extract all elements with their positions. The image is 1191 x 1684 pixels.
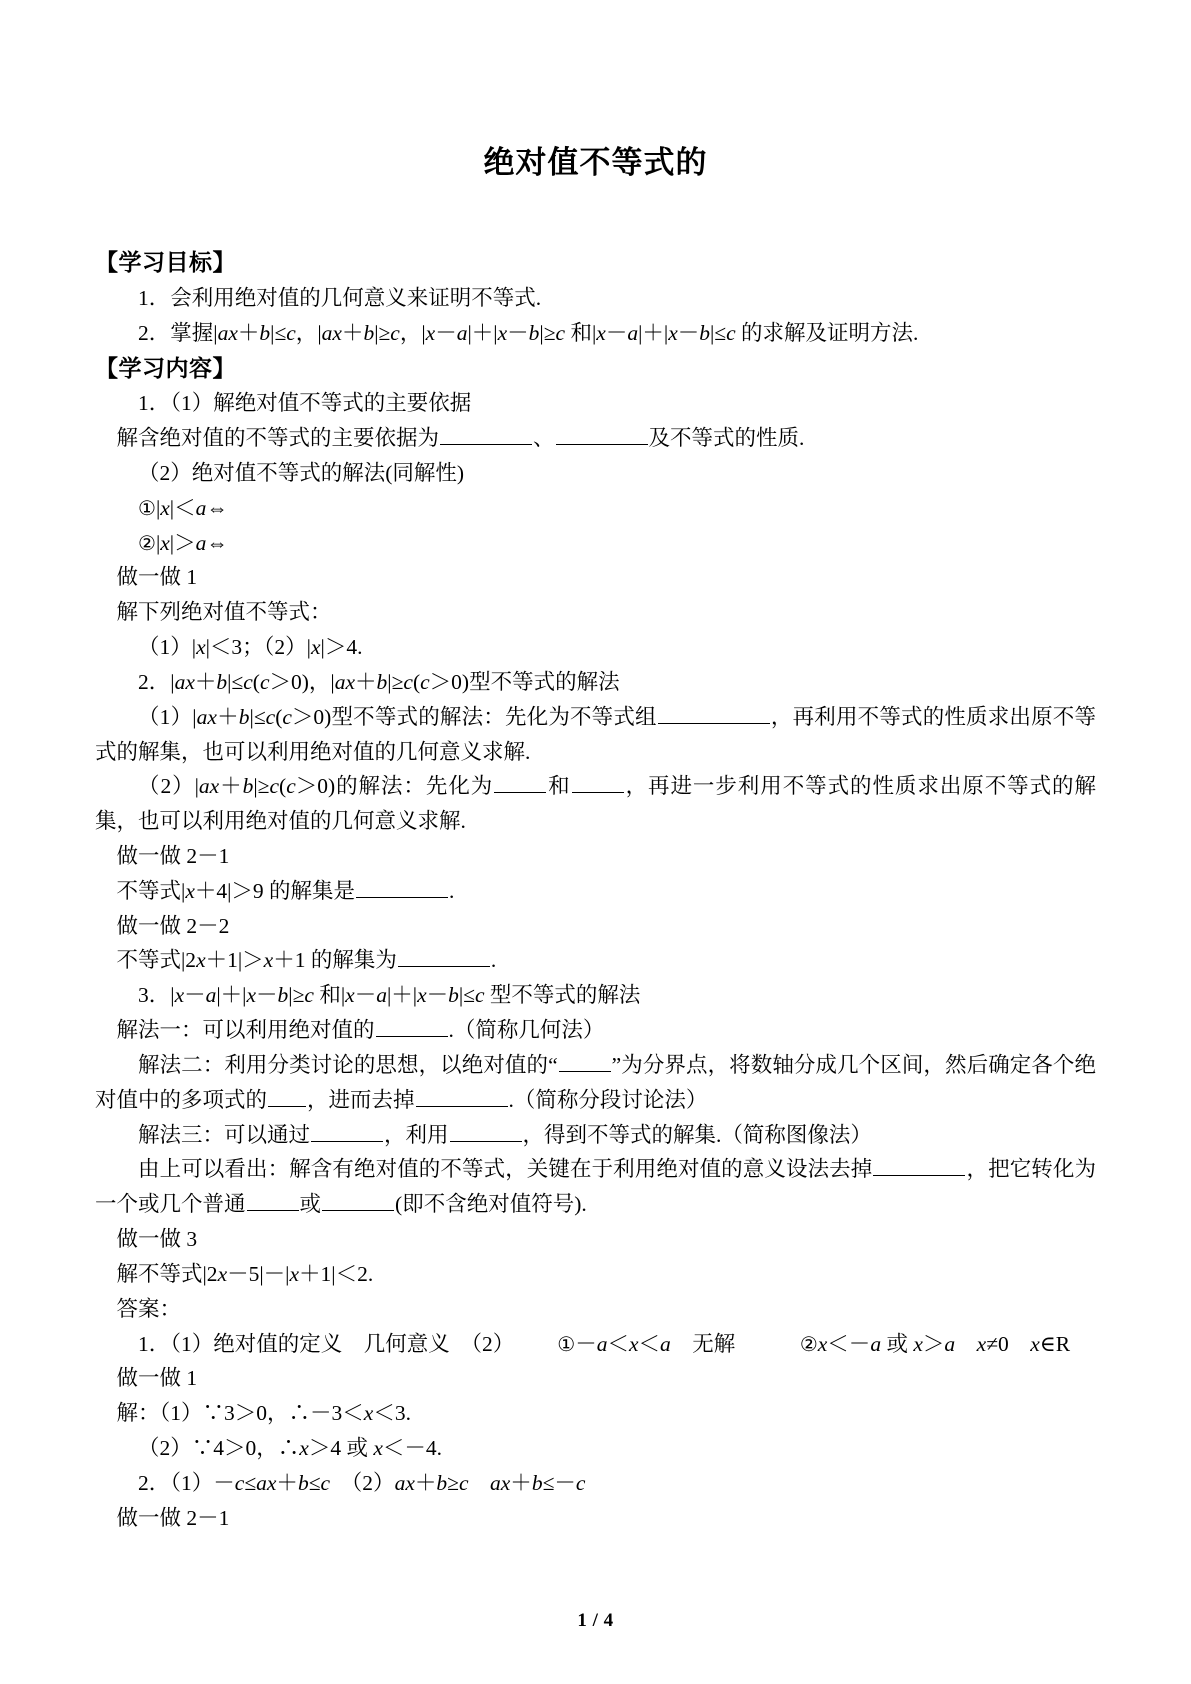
content-item-1-1: 1．（1）解绝对值不等式的主要依据 — [138, 391, 472, 416]
blank-summary-3[interactable] — [322, 1188, 394, 1212]
blank-basis-2[interactable] — [556, 422, 648, 446]
blank-method-two-2[interactable] — [268, 1083, 306, 1107]
page-title: 绝对值不等式的 — [483, 145, 708, 180]
blank-ge-case-1[interactable] — [494, 770, 546, 794]
learning-content-heading: 【学习内容】 — [95, 355, 236, 381]
blank-answer-2-2[interactable] — [398, 944, 490, 968]
content-item-3: 3．|x－a|＋|x－b|≥c 和|x－a|＋|x－b|≤c 型不等式的解法 — [138, 983, 641, 1008]
blank-ineq-system[interactable] — [658, 700, 770, 724]
answer-item-1: 1．（1）绝对值的定义 几何意义 （2） ①－a＜x＜a 无解 ②x＜－a 或 x＞a x≠0 x∈R — [138, 1331, 1071, 1356]
answer-item-2: 2．（1）－c≤ax＋b≤c （2）ax＋b≥c ax＋b≤－c — [138, 1470, 586, 1495]
content-item-circled-1: ①|x|＜a⇔ — [95, 491, 1096, 526]
blank-summary-2[interactable] — [247, 1188, 299, 1212]
blank-method-two-1[interactable] — [559, 1048, 611, 1072]
method-two: 解法二：利用分类讨论的思想，以绝对值的“ ”为分界点，将数轴分成几个区间，然后确定各个绝对值中的多项式的 ，进而去掉 .（简称分段讨论法） — [95, 1048, 1096, 1118]
content-blank-line-basis: 解含绝对值的不等式的主要依据为 、 及不等式的性质. — [95, 421, 1096, 456]
document-body — [95, 245, 1096, 1535]
content-item-circled-2: ②|x|＞a⇔ — [95, 526, 1096, 561]
blank-answer-2-1[interactable] — [356, 874, 448, 898]
exercise-items-1: （1）|x|＜3；（2）|x|＞4. — [138, 635, 363, 660]
answers-heading: 答案： — [116, 1296, 182, 1321]
answer-exercise-label-1: 做一做 1 — [116, 1366, 198, 1391]
answer-exercise-1-part-1: 解：（1）∵3＞0，∴－3＜x＜3. — [116, 1401, 411, 1426]
exercise-label-2-2: 做一做 2－2 — [116, 913, 230, 938]
blank-basis-1[interactable] — [440, 422, 532, 446]
answer-exercise-label-2-1: 做一做 2－1 — [116, 1505, 230, 1530]
answer-exercise-1-part-2: （2）∵4＞0，∴x＞4 或 x＜－4. — [138, 1436, 443, 1461]
exercise-label-3: 做一做 3 — [116, 1227, 198, 1252]
exercise-prompt-2-2: 不等式|2x＋1|＞x＋1 的解集为 . — [95, 943, 1096, 978]
content-item-2-2: （2）|ax＋b|≥c(c＞0)的解法：先化为 和 ，再进一步利用不等式的性质求出原不等式的解集，也可以利用绝对值的几何意义求解. — [95, 769, 1096, 839]
content-item-2-1: （1）|ax＋b|≤c(c＞0)型不等式的解法：先化为不等式组 ，再利用不等式的性质求出原不等式的解集，也可以利用绝对值的几何意义求解. — [95, 700, 1096, 770]
exercise-label-2-1: 做一做 2－1 — [116, 844, 230, 868]
blank-method-three-2[interactable] — [450, 1118, 522, 1142]
circled-two-icon: ② — [138, 532, 156, 555]
exercise-prompt-1: 解下列绝对值不等式： — [116, 600, 332, 625]
content-item-2: 2．|ax＋b|≤c(c＞0)，|ax＋b|≥c(c＞0)型不等式的解法 — [138, 669, 620, 694]
blank-method-three-1[interactable] — [311, 1118, 383, 1142]
blank-method-one[interactable] — [376, 1014, 448, 1038]
blank-ge-case-2[interactable] — [572, 770, 624, 794]
exercise-prompt-2-1: 不等式|x＋4|＞9 的解集是 . — [95, 874, 1096, 909]
learning-objectives-heading: 【学习目标】 — [95, 250, 236, 276]
method-three: 解法三：可以通过 ，利用 ，得到不等式的解集.（简称图像法） — [95, 1118, 1096, 1153]
exercise-prompt-3: 解不等式|2x－5|－|x＋1|＜2. — [116, 1261, 374, 1286]
content-item-1-2: （2）绝对值不等式的解法(同解性) — [138, 460, 465, 485]
circled-one-icon: ① — [557, 1333, 576, 1356]
objective-item-2: 2．掌握|ax＋b|≤c，|ax＋b|≥c，|x－a|＋|x－b|≥c 和|x－a|＋|x－b|≤c 的求解及证明方法. — [138, 320, 919, 345]
objective-item-1: 1．会利用绝对值的几何意义来证明不等式. — [138, 285, 542, 310]
method-one: 解法一：可以利用绝对值的 .（简称几何法） — [95, 1013, 1096, 1048]
exercise-label-1: 做一做 1 — [116, 565, 198, 590]
blank-method-two-3[interactable] — [416, 1083, 508, 1107]
circled-two-icon: ② — [799, 1333, 818, 1356]
circled-one-icon: ① — [138, 497, 156, 520]
blank-summary-1[interactable] — [873, 1153, 965, 1177]
summary-line: 由上可以看出：解含有绝对值的不等式，关键在于利用绝对值的意义设法去掉 ，把它转化为一个或几个普通 或 (即不含绝对值符号). — [95, 1152, 1096, 1222]
page-number: 1 / 4 — [577, 1610, 614, 1631]
